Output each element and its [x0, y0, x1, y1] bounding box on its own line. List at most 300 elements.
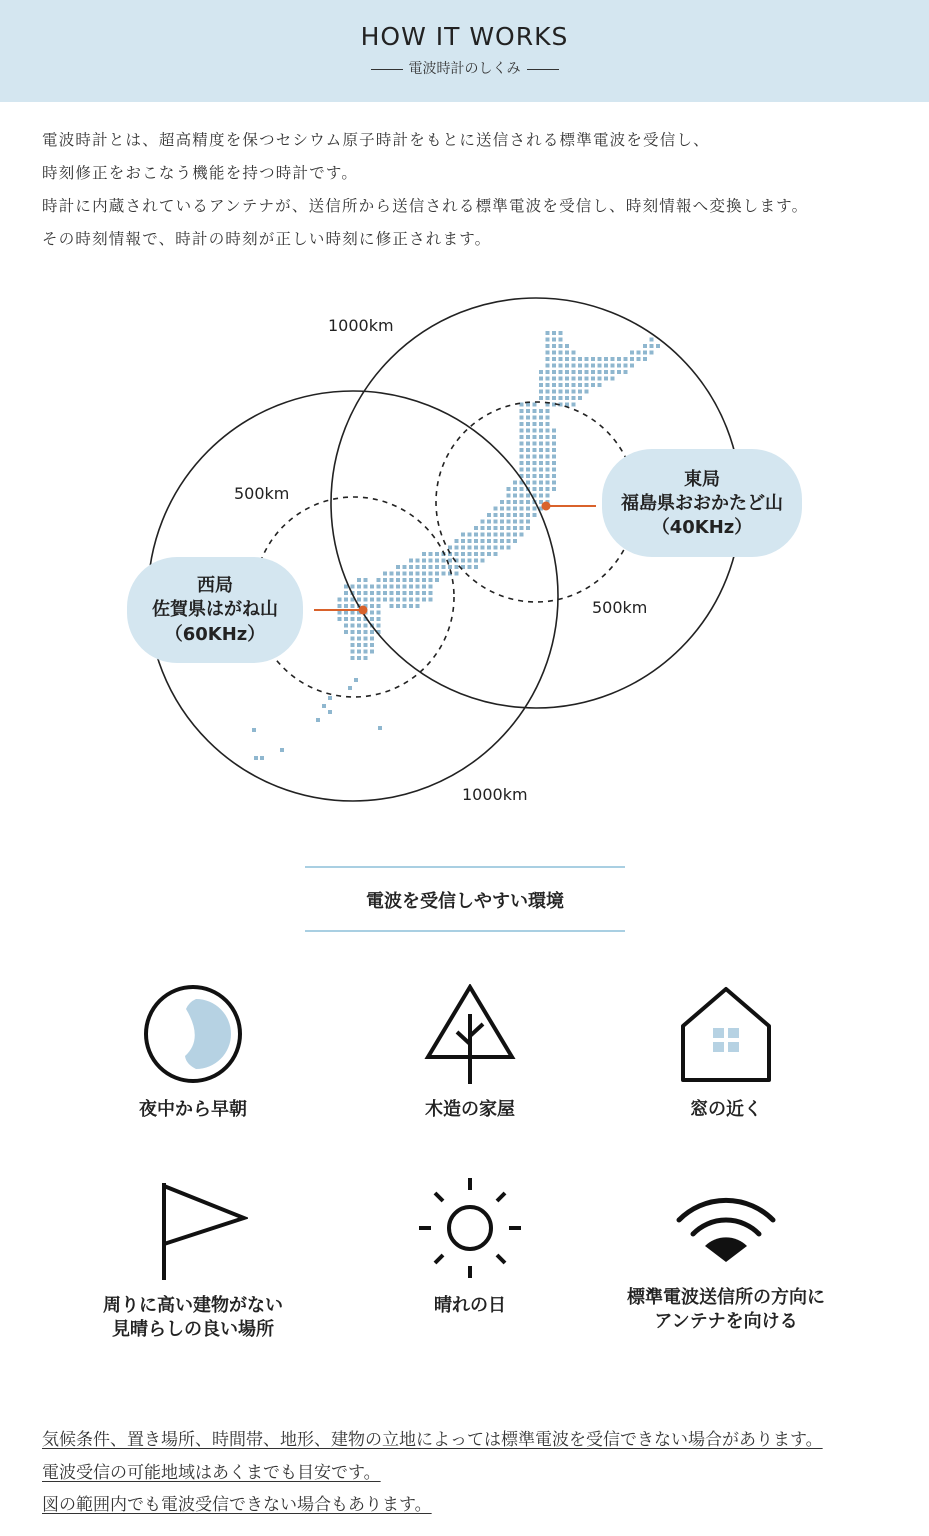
map-dot — [526, 416, 530, 420]
map-dot — [461, 546, 465, 550]
map-dot — [481, 520, 485, 524]
map-dot — [474, 552, 478, 556]
map-dot — [351, 611, 355, 615]
map-dot — [487, 513, 491, 517]
map-dot — [572, 390, 576, 394]
subtitle-text: 電波時計のしくみ — [408, 61, 521, 77]
map-dot — [507, 526, 511, 530]
east-station-location: 福島県おおかたど山 — [621, 493, 783, 514]
map-dot — [546, 461, 550, 465]
map-dot — [539, 429, 543, 433]
map-dot — [559, 390, 563, 394]
map-dot — [520, 487, 524, 491]
intro-line: 電波時計とは、超高精度を保つセシウム原子時計をもとに送信される標準電波を受信し、 — [42, 131, 710, 149]
map-dot — [617, 370, 621, 374]
map-dot — [357, 624, 361, 628]
map-dot — [351, 637, 355, 641]
note-line: 図の範囲内でも電波受信できない場合もあります。 — [42, 1495, 432, 1515]
map-dot — [474, 546, 478, 550]
map-dot — [598, 370, 602, 374]
map-dot — [591, 357, 595, 361]
tree-icon — [415, 984, 525, 1084]
subtitle-line-right — [527, 69, 559, 70]
map-dot — [565, 377, 569, 381]
map-dot — [591, 377, 595, 381]
map-dot — [585, 390, 589, 394]
map-dot — [520, 461, 524, 465]
map-dot — [650, 344, 654, 348]
map-dot — [390, 572, 394, 576]
map-dot — [559, 338, 563, 342]
map-dot — [370, 650, 374, 654]
map-dot — [572, 377, 576, 381]
map-dot — [604, 377, 608, 381]
map-dot — [546, 487, 550, 491]
map-dot — [533, 513, 537, 517]
map-dot — [390, 604, 394, 608]
map-dot — [520, 507, 524, 511]
map-dot — [533, 435, 537, 439]
map-dot — [513, 526, 517, 530]
west-station-frequency: （60KHz） — [164, 624, 266, 645]
header-banner — [0, 0, 929, 102]
map-dot — [481, 559, 485, 563]
map-dot — [598, 364, 602, 368]
map-dot — [364, 598, 368, 602]
east-1000km-label: 1000km — [328, 316, 394, 335]
map-dot — [585, 377, 589, 381]
condition-item-wooden-house — [320, 984, 620, 1122]
moon-clock-icon — [138, 984, 248, 1084]
map-dot — [455, 539, 459, 543]
map-dot — [461, 539, 465, 543]
map-dot — [370, 637, 374, 641]
map-dot — [455, 546, 459, 550]
flag-icon — [138, 1180, 248, 1280]
map-dot — [357, 598, 361, 602]
map-dot — [624, 364, 628, 368]
map-dot — [565, 344, 569, 348]
map-dot — [390, 585, 394, 589]
map-dot — [429, 572, 433, 576]
map-dot — [533, 403, 537, 407]
map-dot — [513, 487, 517, 491]
map-dot — [422, 598, 426, 602]
note-line: 気候条件、置き場所、時間帯、地形、建物の立地によっては標準電波を受信できない場合があります。 — [42, 1430, 823, 1450]
map-dot — [572, 351, 576, 355]
map-dot — [552, 331, 556, 335]
map-dot — [383, 572, 387, 576]
map-dot — [390, 578, 394, 582]
map-dot — [487, 526, 491, 530]
map-dot — [455, 552, 459, 556]
west-500km-label: 500km — [234, 484, 290, 503]
map-dot — [546, 455, 550, 459]
map-dot — [409, 585, 413, 589]
map-dot — [533, 409, 537, 413]
map-dot — [578, 383, 582, 387]
map-dot — [500, 500, 504, 504]
map-dot — [396, 598, 400, 602]
map-dot — [539, 455, 543, 459]
map-dot — [435, 552, 439, 556]
condition-label: 夜中から早朝 — [139, 1099, 247, 1120]
map-dot — [624, 370, 628, 374]
map-dot — [559, 331, 563, 335]
map-dot — [617, 364, 621, 368]
map-dot — [280, 748, 284, 752]
house-window-icon — [671, 984, 781, 1084]
map-dot — [520, 455, 524, 459]
disclaimer-notes — [42, 1424, 823, 1522]
map-dot — [598, 383, 602, 387]
map-dot — [455, 565, 459, 569]
map-dot — [487, 546, 491, 550]
map-dot — [546, 448, 550, 452]
map-dot — [559, 383, 563, 387]
map-dot — [422, 552, 426, 556]
map-dot — [370, 630, 374, 634]
map-dot — [591, 383, 595, 387]
map-dot — [260, 756, 264, 760]
map-dot — [559, 357, 563, 361]
map-dot — [422, 591, 426, 595]
east-500km-label: 500km — [592, 598, 648, 617]
map-dot — [351, 585, 355, 589]
map-dot — [552, 390, 556, 394]
map-dot — [364, 650, 368, 654]
map-dot — [520, 513, 524, 517]
map-dot — [591, 364, 595, 368]
map-dot — [526, 481, 530, 485]
map-dot — [435, 572, 439, 576]
map-dot — [552, 377, 556, 381]
map-dot — [552, 364, 556, 368]
map-dot — [351, 604, 355, 608]
map-dot — [468, 546, 472, 550]
map-dot — [403, 585, 407, 589]
map-dot — [448, 546, 452, 550]
map-dot — [481, 526, 485, 530]
map-dot — [552, 429, 556, 433]
map-dot — [351, 617, 355, 621]
map-dot — [357, 630, 361, 634]
map-dot — [364, 624, 368, 628]
map-dot — [383, 598, 387, 602]
map-dot — [487, 539, 491, 543]
map-dot — [643, 344, 647, 348]
map-dot — [637, 351, 641, 355]
map-dot — [468, 533, 472, 537]
map-dot — [500, 526, 504, 530]
map-dot — [377, 604, 381, 608]
map-dot — [494, 533, 498, 537]
map-dot — [526, 526, 530, 530]
map-dot — [546, 396, 550, 400]
map-dot — [539, 377, 543, 381]
map-dot — [552, 357, 556, 361]
map-dot — [357, 591, 361, 595]
map-dot — [377, 598, 381, 602]
map-dot — [546, 351, 550, 355]
map-dot — [494, 552, 498, 556]
map-dot — [383, 591, 387, 595]
map-dot — [552, 396, 556, 400]
map-dot — [254, 756, 258, 760]
map-dot — [442, 572, 446, 576]
map-dot — [351, 643, 355, 647]
map-dot — [546, 390, 550, 394]
map-dot — [344, 624, 348, 628]
map-dot — [494, 507, 498, 511]
map-dot — [533, 455, 537, 459]
map-dot — [578, 370, 582, 374]
map-dot — [396, 591, 400, 595]
map-dot — [370, 591, 374, 595]
map-dot — [546, 416, 550, 420]
map-dot — [507, 513, 511, 517]
map-dot — [650, 351, 654, 355]
map-dot — [370, 598, 374, 602]
map-dot — [539, 468, 543, 472]
map-dot — [316, 718, 320, 722]
map-dot — [442, 565, 446, 569]
map-dot — [520, 442, 524, 446]
map-dot — [611, 357, 615, 361]
map-dot — [507, 494, 511, 498]
map-dot — [364, 656, 368, 660]
map-dot — [617, 357, 621, 361]
map-dot — [409, 604, 413, 608]
map-dot — [422, 559, 426, 563]
map-dot — [396, 604, 400, 608]
map-dot — [513, 539, 517, 543]
map-dot — [585, 364, 589, 368]
map-dot — [520, 416, 524, 420]
map-dot — [520, 435, 524, 439]
map-dot — [559, 351, 563, 355]
map-dot — [370, 585, 374, 589]
map-dot — [461, 533, 465, 537]
map-dot — [494, 520, 498, 524]
map-dot — [351, 650, 355, 654]
map-dot — [328, 696, 332, 700]
map-dot — [572, 383, 576, 387]
map-dot — [513, 513, 517, 517]
condition-label: 晴れの日 — [434, 1295, 506, 1316]
map-dot — [500, 513, 504, 517]
map-dot — [416, 572, 420, 576]
map-dot — [539, 442, 543, 446]
map-dot — [520, 429, 524, 433]
map-dot — [539, 448, 543, 452]
map-dot — [487, 533, 491, 537]
map-dot — [383, 578, 387, 582]
map-dot — [585, 383, 589, 387]
map-dot — [500, 546, 504, 550]
map-dot — [481, 552, 485, 556]
map-dot — [578, 364, 582, 368]
map-dot — [494, 546, 498, 550]
coverage-diagram — [0, 280, 929, 820]
west-1000km-label: 1000km — [462, 785, 528, 804]
map-dot — [357, 643, 361, 647]
map-dot — [539, 474, 543, 478]
map-dot — [604, 357, 608, 361]
map-dot — [565, 396, 569, 400]
intro-line: 時刻修正をおこなう機能を持つ時計です。 — [42, 164, 359, 182]
map-dot — [487, 520, 491, 524]
map-dot — [416, 585, 420, 589]
map-dot — [474, 565, 478, 569]
map-dot — [565, 383, 569, 387]
map-dot — [539, 383, 543, 387]
map-dot — [364, 591, 368, 595]
map-dot — [468, 565, 472, 569]
map-dot — [396, 565, 400, 569]
map-dot — [409, 565, 413, 569]
map-dot — [357, 578, 361, 582]
map-dot — [357, 656, 361, 660]
map-dot — [552, 487, 556, 491]
map-dot — [637, 357, 641, 361]
intro-line: 時計に内蔵されているアンテナが、送信所から送信される標準電波を受信し、時刻情報へ変換します。 — [42, 197, 809, 215]
map-dot — [520, 448, 524, 452]
map-dot — [338, 611, 342, 615]
map-dot — [500, 520, 504, 524]
map-dot — [539, 422, 543, 426]
map-dot — [526, 513, 530, 517]
map-dot — [526, 409, 530, 413]
map-dot — [474, 533, 478, 537]
map-dot — [546, 422, 550, 426]
map-dot — [500, 507, 504, 511]
map-dot — [526, 435, 530, 439]
environment-section-header — [305, 866, 625, 932]
east-station-frequency: （40KHz） — [651, 517, 753, 538]
map-dot — [474, 559, 478, 563]
map-dot — [546, 494, 550, 498]
map-dot — [559, 370, 563, 374]
environment-title: 電波を受信しやすい環境 — [366, 891, 564, 912]
map-dot — [546, 331, 550, 335]
map-dot — [611, 370, 615, 374]
map-dot — [396, 585, 400, 589]
map-dot — [377, 591, 381, 595]
map-dot — [422, 572, 426, 576]
map-dot — [416, 591, 420, 595]
map-dot — [507, 487, 511, 491]
map-dot — [494, 526, 498, 530]
map-dot — [533, 468, 537, 472]
map-dot — [520, 494, 524, 498]
map-dot — [377, 578, 381, 582]
page-title: HOW IT WORKS — [360, 22, 569, 51]
map-dot — [572, 403, 576, 407]
condition-item-night — [43, 984, 343, 1122]
map-dot — [539, 435, 543, 439]
map-dot — [604, 370, 608, 374]
map-dot — [559, 377, 563, 381]
map-dot — [539, 370, 543, 374]
map-dot — [539, 390, 543, 394]
map-dot — [578, 390, 582, 394]
map-dot — [507, 507, 511, 511]
map-dot — [351, 656, 355, 660]
map-dot — [487, 552, 491, 556]
map-dot — [546, 442, 550, 446]
map-dot — [370, 604, 374, 608]
map-dot — [377, 611, 381, 615]
map-dot — [624, 357, 628, 361]
map-dot — [422, 578, 426, 582]
map-dot — [344, 591, 348, 595]
map-dot — [520, 533, 524, 537]
map-dot — [494, 539, 498, 543]
map-dot — [344, 604, 348, 608]
sun-icon — [415, 1176, 525, 1280]
map-dot — [572, 364, 576, 368]
map-dot — [539, 494, 543, 498]
map-dot — [520, 520, 524, 524]
map-dot — [338, 598, 342, 602]
map-dot — [468, 539, 472, 543]
map-dot — [455, 572, 459, 576]
map-dot — [546, 481, 550, 485]
map-dot — [461, 552, 465, 556]
map-dot — [585, 357, 589, 361]
map-dot — [533, 474, 537, 478]
map-dot — [526, 429, 530, 433]
map-dot — [526, 520, 530, 524]
map-dot — [650, 338, 654, 342]
map-dot — [539, 396, 543, 400]
map-dot — [474, 539, 478, 543]
map-dot — [546, 468, 550, 472]
map-dot — [520, 468, 524, 472]
map-dot — [539, 481, 543, 485]
map-dot — [552, 455, 556, 459]
map-dot — [252, 728, 256, 732]
map-dot — [533, 448, 537, 452]
map-dot — [513, 533, 517, 537]
map-dot — [364, 578, 368, 582]
map-dot — [565, 390, 569, 394]
map-dot — [322, 704, 326, 708]
condition-item-antenna-direction — [576, 1190, 876, 1334]
map-dot — [403, 598, 407, 602]
map-dot — [546, 344, 550, 348]
map-dot — [552, 442, 556, 446]
map-dot — [364, 585, 368, 589]
map-dot — [448, 559, 452, 563]
map-dot — [533, 422, 537, 426]
map-dot — [435, 565, 439, 569]
map-dot — [578, 377, 582, 381]
map-dot — [403, 591, 407, 595]
map-dot — [370, 611, 374, 615]
map-dot — [533, 487, 537, 491]
map-dot — [546, 357, 550, 361]
map-dot — [429, 552, 433, 556]
wifi-signal-icon — [671, 1190, 781, 1268]
map-dot — [442, 559, 446, 563]
map-dot — [565, 351, 569, 355]
intro-text — [42, 124, 912, 256]
map-dot — [565, 357, 569, 361]
map-dot — [552, 351, 556, 355]
map-dot — [357, 637, 361, 641]
